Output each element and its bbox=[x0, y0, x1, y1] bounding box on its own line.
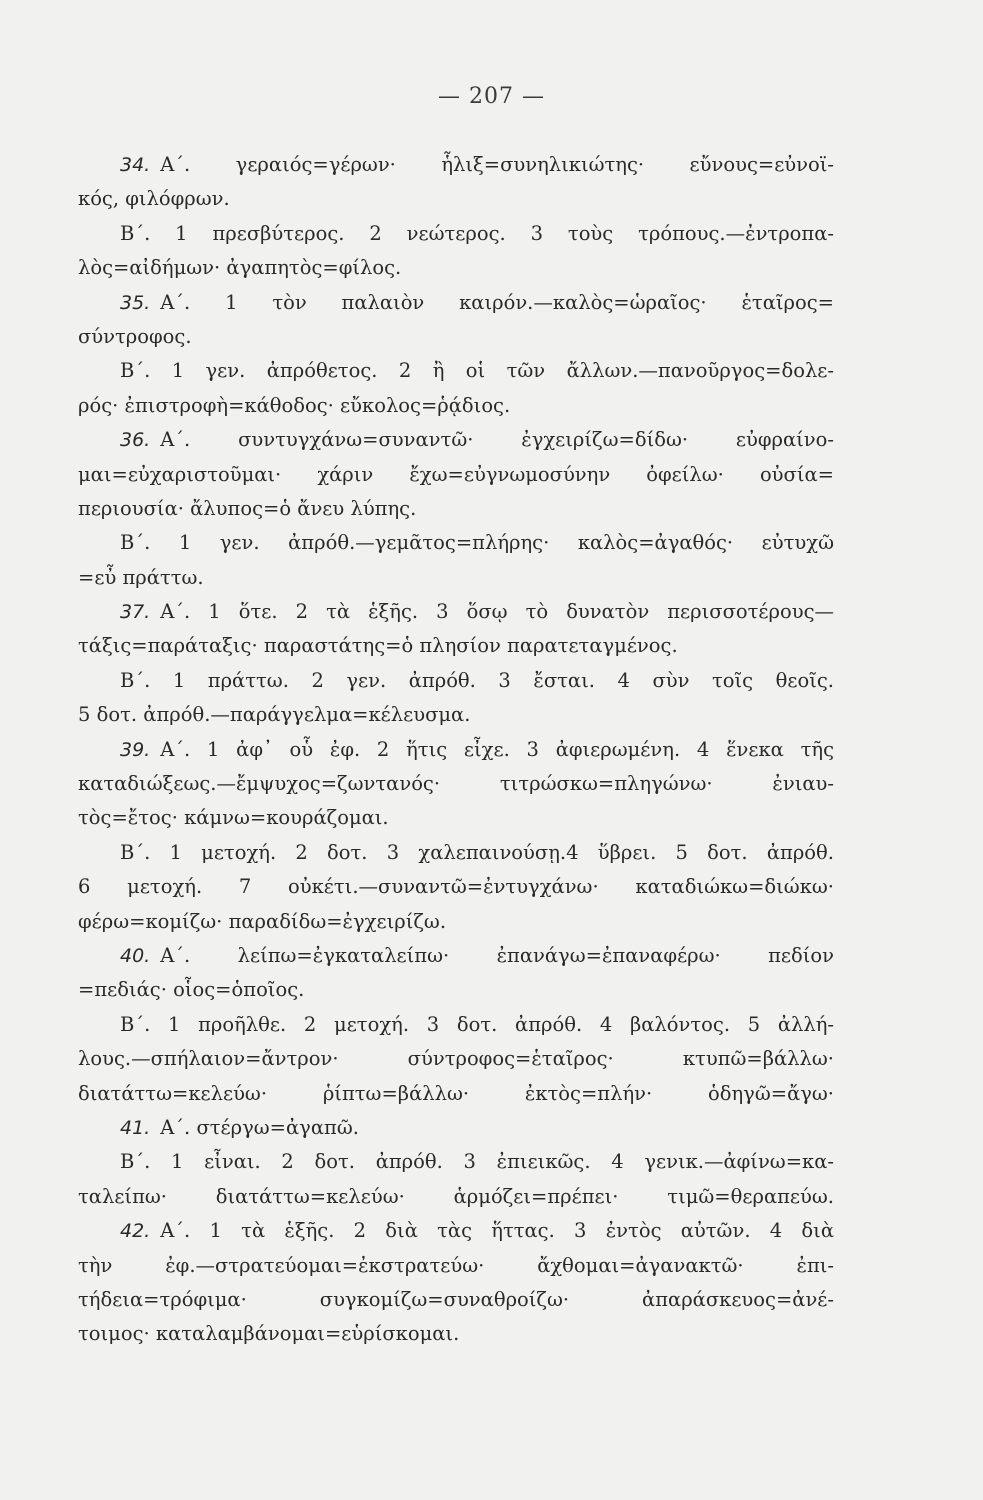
text-line bbox=[78, 526, 834, 560]
line-text: περιουσία· ἄλυπος=ὁ ἄνευ λύπης. bbox=[78, 496, 417, 520]
line-text: Β΄. 1 γεν. ἀπρόθ.—γεμᾶτος=πλήρης· καλὸς=ἀγαθός· εὐτυχῶ bbox=[120, 531, 834, 555]
text-line bbox=[78, 389, 834, 423]
line-text: 5 δοτ. ἀπρόθ.—παράγγελμα=κέλευσμα. bbox=[78, 703, 471, 727]
line-text: τὸς=ἔτος· κάμνω=κουράζομαι. bbox=[78, 806, 389, 830]
entry-number: 37. bbox=[120, 601, 151, 624]
line-text: καταδιώξεως.—ἔμψυχος=ζωντανός· τιτρώσκω=πληγώνω· ἐνιαυ- bbox=[78, 772, 834, 796]
text-line bbox=[78, 905, 834, 939]
text-line bbox=[78, 1283, 834, 1317]
line-text: =εὖ πράττω. bbox=[78, 565, 204, 589]
text-line bbox=[78, 973, 834, 1007]
text-line bbox=[78, 320, 834, 354]
line-text: Α΄. 1 τὸν παλαιὸν καιρόν.—καλὸς=ὡραῖος· ἑταῖρος= bbox=[160, 290, 834, 314]
text-line bbox=[78, 148, 834, 182]
line-text: Α΄. 1 ὅτε. 2 τὰ ἑξῆς. 3 ὅσῳ τὸ δυνατὸν περισσοτέρους— bbox=[160, 600, 834, 624]
text-line bbox=[78, 836, 834, 870]
line-text: ταλείπω· διατάττω=κελεύω· ἁρμόζει=πρέπει· τιμῶ=θεραπεύω. bbox=[78, 1184, 834, 1208]
line-text: Β΄. 1 εἶναι. 2 δοτ. ἀπρόθ. 3 ἐπιεικῶς. 4 γενικ.—ἀφίνω=κα- bbox=[120, 1150, 834, 1174]
text-line bbox=[78, 354, 834, 388]
text-line bbox=[78, 1145, 834, 1179]
text-line bbox=[78, 251, 834, 285]
text-line bbox=[78, 1077, 834, 1111]
line-text: Β΄. 1 μετοχή. 2 δοτ. 3 χαλεπαινούσῃ.4 ὕβρει. 5 δοτ. ἀπρόθ. bbox=[120, 840, 834, 864]
line-text: Α΄. στέργω=ἀγαπῶ. bbox=[160, 1115, 359, 1139]
text-line bbox=[78, 1249, 834, 1283]
line-text: Β΄. 1 πράττω. 2 γεν. ἀπρόθ. 3 ἔσται. 4 σὺν τοῖς θεοῖς. bbox=[120, 668, 834, 692]
line-text: 6 μετοχή. 7 οὐκέτι.—συναντῶ=ἐντυγχάνω· καταδιώκω=διώκω· bbox=[78, 875, 834, 899]
line-text: φέρω=κομίζω· παραδίδω=ἐγχειρίζω. bbox=[78, 909, 447, 933]
line-text: ρός· ἐπιστροφὴ=κάθοδος· εὔκολος=ῥᾴδιος. bbox=[78, 393, 511, 417]
page-number: — 207 — bbox=[438, 84, 545, 109]
entry-number: 39. bbox=[120, 738, 151, 761]
page-body-text bbox=[78, 148, 834, 1352]
line-text: Β΄. 1 πρεσβύτερος. 2 νεώτερος. 3 τοὺς τρόπους.—ἐντροπα- bbox=[120, 221, 834, 245]
line-text: λὸς=αἰδήμων· ἀγαπητὸς=φίλος. bbox=[78, 256, 402, 280]
line-text: τὴν ἐφ.—στρατεύομαι=ἐκστρατεύω· ἄχθομαι=ἀγανακτῶ· ἐπι- bbox=[78, 1253, 834, 1277]
text-line bbox=[78, 664, 834, 698]
entry-number: 41. bbox=[120, 1116, 151, 1139]
text-line bbox=[78, 1042, 834, 1076]
text-line bbox=[78, 595, 834, 629]
text-line bbox=[78, 870, 834, 904]
line-text: διατάττω=κελεύω· ῥίπτω=βάλλω· ἐκτὸς=πλήν· ὁδηγῶ=ἄγω· bbox=[78, 1081, 834, 1105]
text-line bbox=[78, 217, 834, 251]
entry-number: 40. bbox=[120, 944, 151, 967]
entry-number: 42. bbox=[120, 1220, 151, 1243]
line-text: τήδεια=τρόφιμα· συγκομίζω=συναθροίζω· ἀπαράσκευος=ἀνέ- bbox=[78, 1287, 834, 1311]
line-text: Α΄. συντυγχάνω=συναντῶ· ἐγχειρίζω=δίδω· εὐφραίνο- bbox=[160, 428, 834, 452]
line-text: τοιμος· καταλαμβάνομαι=εὑρίσκομαι. bbox=[78, 1322, 460, 1346]
line-text: Α΄. γεραιός=γέρων· ἧλιξ=συνηλικιώτης· εὔνους=εὐνοϊ- bbox=[160, 153, 834, 176]
line-text: =πεδιάς· οἷος=ὁποῖος. bbox=[78, 978, 305, 1002]
text-line bbox=[78, 698, 834, 732]
text-line bbox=[78, 458, 834, 492]
text-line bbox=[78, 629, 834, 663]
entry-number: 35. bbox=[120, 291, 151, 314]
text-line bbox=[78, 1111, 834, 1145]
text-line bbox=[78, 1008, 834, 1042]
text-line bbox=[78, 286, 834, 320]
text-line bbox=[78, 801, 834, 835]
line-text: σύντροφος. bbox=[78, 324, 192, 348]
text-line bbox=[78, 1214, 834, 1248]
text-line bbox=[78, 1180, 834, 1214]
entry-number: 34. bbox=[120, 154, 151, 176]
line-text: τάξις=παράταξις· παραστάτης=ὁ πλησίον παρατεταγμένος. bbox=[78, 634, 678, 658]
text-line bbox=[78, 733, 834, 767]
line-text: μαι=εὐχαριστοῦμαι· χάριν ἔχω=εὐγνωμοσύνην ὀφείλω· οὐσία= bbox=[78, 462, 834, 486]
line-text: κός, φιλόφρων. bbox=[78, 187, 230, 211]
entry-number: 36. bbox=[120, 429, 151, 452]
text-line bbox=[78, 182, 834, 216]
text-line bbox=[78, 939, 834, 973]
line-text: Α΄. λείπω=ἐγκαταλείπω· ἐπανάγω=ἐπαναφέρω· πεδίον bbox=[160, 943, 834, 967]
line-text: Β΄. 1 γεν. ἀπρόθετος. 2 ἢ οἱ τῶν ἄλλων.—πανοῦργος=δολε- bbox=[120, 359, 834, 383]
line-text: λους.—σπήλαιον=ἄντρον· σύντροφος=ἑταῖρος· κτυπῶ=βάλλω· bbox=[78, 1047, 834, 1071]
text-line bbox=[78, 1317, 834, 1351]
line-text: Β΄. 1 προῆλθε. 2 μετοχή. 3 δοτ. ἀπρόθ. 4 βαλόντος. 5 ἀλλή- bbox=[120, 1012, 834, 1036]
text-line bbox=[78, 492, 834, 526]
text-line bbox=[78, 561, 834, 595]
line-text: Α΄. 1 ἀφ᾽ οὗ ἐφ. 2 ἥτις εἶχε. 3 ἀφιερωμένη. 4 ἕνεκα τῆς bbox=[160, 737, 834, 761]
text-line bbox=[78, 767, 834, 801]
line-text: Α΄. 1 τὰ ἑξῆς. 2 διὰ τὰς ἥττας. 3 ἐντὸς αὐτῶν. 4 διὰ bbox=[160, 1219, 834, 1243]
text-line bbox=[78, 423, 834, 457]
